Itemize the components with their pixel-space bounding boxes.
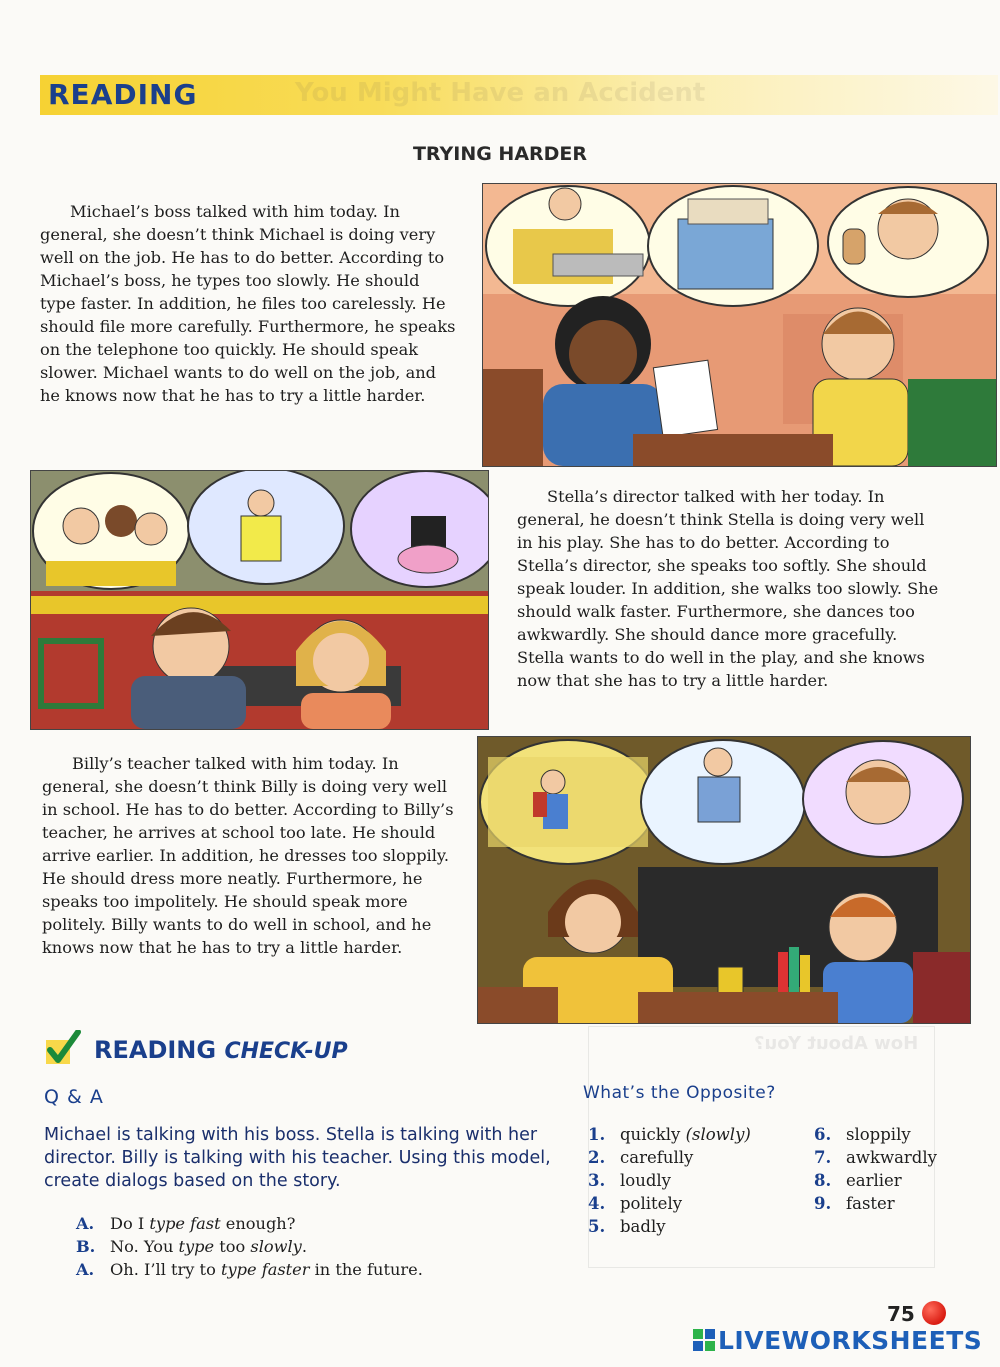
dialog-emphasis: type (178, 1237, 215, 1256)
illustration-michael-boss (482, 183, 997, 467)
checkup-title (94, 1036, 348, 1064)
item-number: 6. (814, 1125, 832, 1144)
list-item (588, 1215, 751, 1238)
item-answer: (slowly) (685, 1125, 751, 1144)
dialog-emphasis: slowly (250, 1237, 302, 1256)
dialog-text: Do I (110, 1214, 150, 1233)
list-item (814, 1169, 937, 1192)
item-word: awkwardly (846, 1148, 937, 1167)
list-item (588, 1169, 751, 1192)
dialog-text: enough? (220, 1214, 296, 1233)
dialog-text: Oh. I’ll try to (110, 1260, 221, 1279)
checkmark-icon (44, 1030, 84, 1066)
item-number: 3. (588, 1171, 606, 1190)
list-item (814, 1123, 937, 1146)
qa-heading: Q & A (44, 1086, 104, 1108)
dialog-text: too (214, 1237, 251, 1256)
bleed-through-text: How About You? (753, 1033, 918, 1054)
item-word: badly (620, 1217, 666, 1236)
qa-instructions: Michael is talking with his boss. Stella is talking with her director. Billy is talking with his teacher. Using this model, create dialogs based on the story. (44, 1125, 551, 1191)
list-item (814, 1146, 937, 1169)
dialog-line (76, 1235, 423, 1258)
item-number: 5. (588, 1217, 606, 1236)
item-number: 8. (814, 1171, 832, 1190)
dialog-line (76, 1258, 423, 1281)
dialog-emphasis: type faster (220, 1260, 310, 1279)
item-word: sloppily (846, 1125, 911, 1144)
list-item (588, 1146, 751, 1169)
item-number: 1. (588, 1125, 606, 1144)
story-paragraph-stella: Stella’s director talked with her today. In general, he doesn’t think Stella is doing very well in his play. She has to do better. According to Stella’s director, she speaks too softly. She should speak louder. In addition, she walks too slowly. She should walk faster. Furthermore, she dances too awkwardly. She should dance more gracefully. Stella wants to do well in the play, and she knows now that she has to try a little harder. (517, 487, 939, 690)
item-word: faster (846, 1194, 895, 1213)
dialog-line (76, 1212, 423, 1235)
dialog-text: in the future. (309, 1260, 423, 1279)
model-dialog (76, 1212, 423, 1281)
checkup-title-em: CHECK-UP (224, 1039, 348, 1064)
dialog-speaker: B. (76, 1237, 96, 1256)
page-number: 75 (887, 1302, 915, 1326)
dialog-speaker: A. (76, 1214, 95, 1233)
liveworksheets-brand[interactable]: LIVEWORKSHEETS (718, 1326, 983, 1355)
list-item (814, 1192, 937, 1215)
dialog-emphasis: type fast (149, 1214, 221, 1233)
dialog-text: No. You (110, 1237, 179, 1256)
story-paragraph-michael: Michael’s boss talked with him today. In general, she doesn’t think Michael is doing very well on the job. He has to do better. According to Michael’s boss, he types too slowly. He should type faster. In addition, he files too carelessly. He should file more carefully. Furthermore, he speaks on the telephone too quickly. He should speak slower. Michael wants to do well on the job, and he knows now that he has to try a little harder. (40, 202, 456, 405)
item-number: 9. (814, 1194, 832, 1213)
dialog-speaker: A. (76, 1260, 95, 1279)
illustration-billy-teacher (477, 736, 971, 1024)
item-number: 4. (588, 1194, 606, 1213)
item-word: quickly (620, 1125, 681, 1144)
item-word: politely (620, 1194, 683, 1213)
item-number: 7. (814, 1148, 832, 1167)
item-word: earlier (846, 1171, 902, 1190)
liveworksheets-logo-icon (692, 1327, 716, 1355)
list-item (588, 1192, 751, 1215)
faint-page-title: You Might Have an Accident (295, 78, 706, 108)
opposites-list-1 (588, 1123, 751, 1238)
opposite-heading: What’s the Opposite? (583, 1083, 776, 1103)
red-dot-icon (922, 1301, 946, 1325)
item-word: loudly (620, 1171, 671, 1190)
dialog-text: . (301, 1237, 307, 1256)
story-paragraph-billy: Billy’s teacher talked with him today. In general, she doesn’t think Billy is doing very well in school. He has to do better. According to Billy’s teacher, he arrives at school too late. He should arrive earlier. In addition, he dresses too sloppily. He should dress more neatly. Furthermore, he speaks too impolitely. He should speak more politely. Billy wants to do well in school, and he knows now that he has to try a little harder. (42, 754, 454, 957)
checkup-title-main: READING (94, 1036, 217, 1064)
item-word: carefully (620, 1148, 694, 1167)
story-title: TRYING HARDER (412, 143, 588, 165)
opposites-list-2 (814, 1123, 937, 1215)
section-label: READING (48, 78, 198, 111)
illustration-stella-director (30, 470, 489, 730)
item-number: 2. (588, 1148, 606, 1167)
list-item (588, 1123, 751, 1146)
